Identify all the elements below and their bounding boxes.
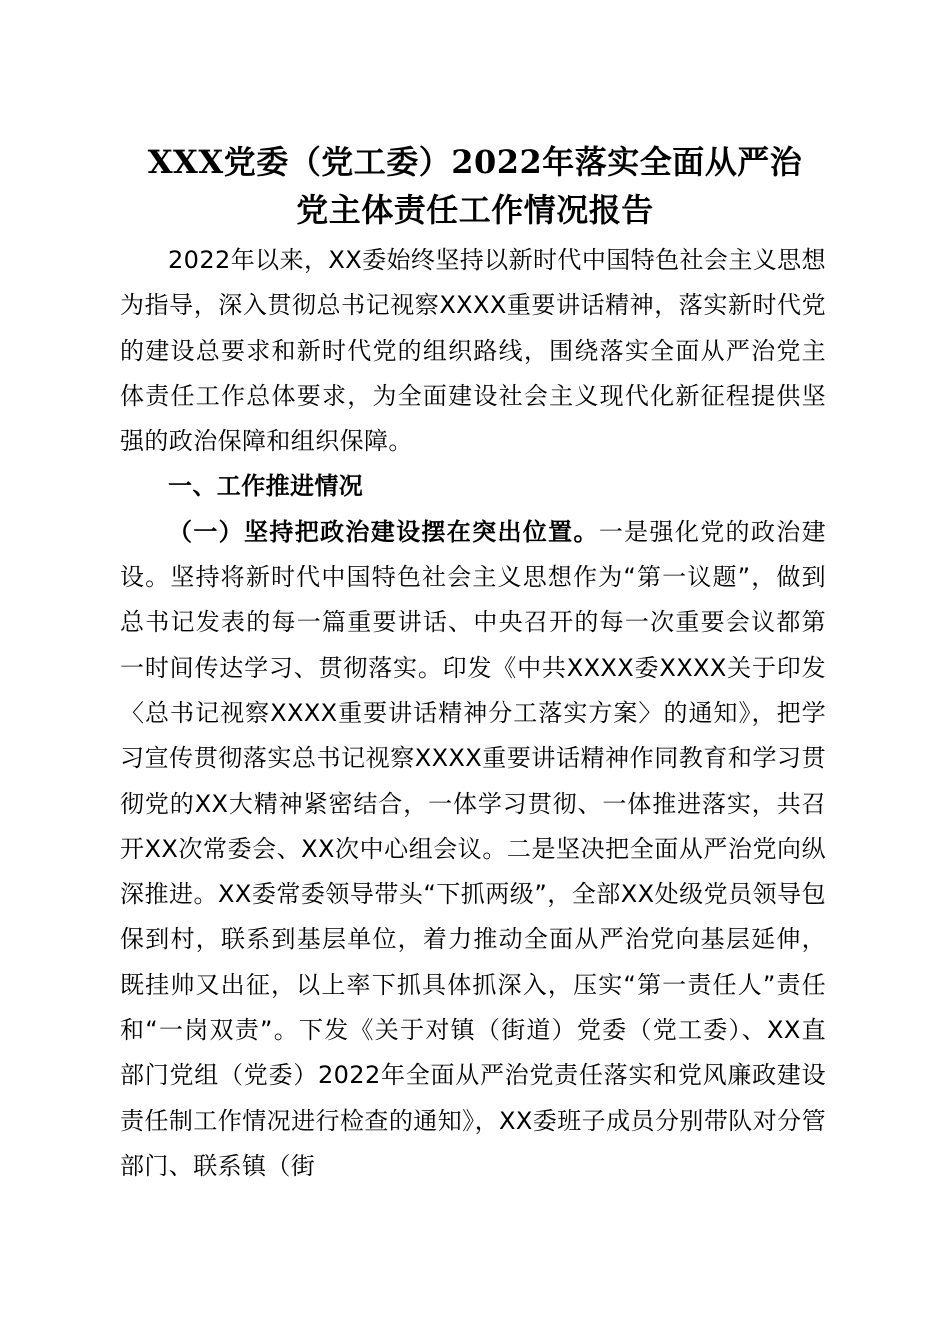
subsection-paragraph-1: [120, 510, 826, 1189]
subsection-lead: （一）坚持把政治建设摆在突出位置。: [168, 517, 599, 546]
subsection-text: 一是强化党的政治建设。坚持将新时代中国特色社会主义思想作为“第一议题”，做到总书记发表的每一篇重要讲话、中央召开的每一次重要会议都第一时间传达学习、贯彻落实。印发《中共XXXX委XXXX关于印发〈总书记视察XXXX重要讲话精神分工落实方案〉的通知》，把学习宣传贯彻落实总书记视察XXXX重要讲话精神作同教育和学习贯彻党的XX大精神紧密结合，一体学习贯彻、一体推进落实，共召开XX次常委会、XX次中心组会议。二是坚决把全面从严治党向纵深推进。XX委常委领导带头“下抓两级”，全部XX处级党员领导包保到村，联系到基层单位，着力推动全面从严治党向基层延伸，既挂帅又出征，以上率下抓具体抓深入，压实“第一责任人”责任和“一岗双责”。下发《关于对镇（街道）党委（党工委）、XX直部门党组（党委）2022年全面从严治党责任落实和党风廉政建设责任制工作情况进行检查的通知》，XX委班子成员分别带队对分管部门、联系镇（街: [120, 517, 826, 1180]
intro-paragraph: 2022年以来，XX委始终坚持以新时代中国特色社会主义思想为指导，深入贯彻总书记视察XXXX重要讲话精神，落实新时代党的建设总要求和新时代党的组织路线，围绕落实全面从严治党主体责任工作总体要求，为全面建设社会主义现代化新征程提供坚强的政治保障和组织保障。: [120, 246, 826, 456]
title-line-1: XXX党委（党工委）2022年落实全面从严治: [147, 143, 803, 181]
document-body: [120, 238, 826, 1189]
title-line-2: 党主体责任工作情况报告: [296, 191, 654, 229]
document-title: [90, 138, 860, 234]
section-heading-1: 一、工作推进情况: [168, 472, 364, 501]
